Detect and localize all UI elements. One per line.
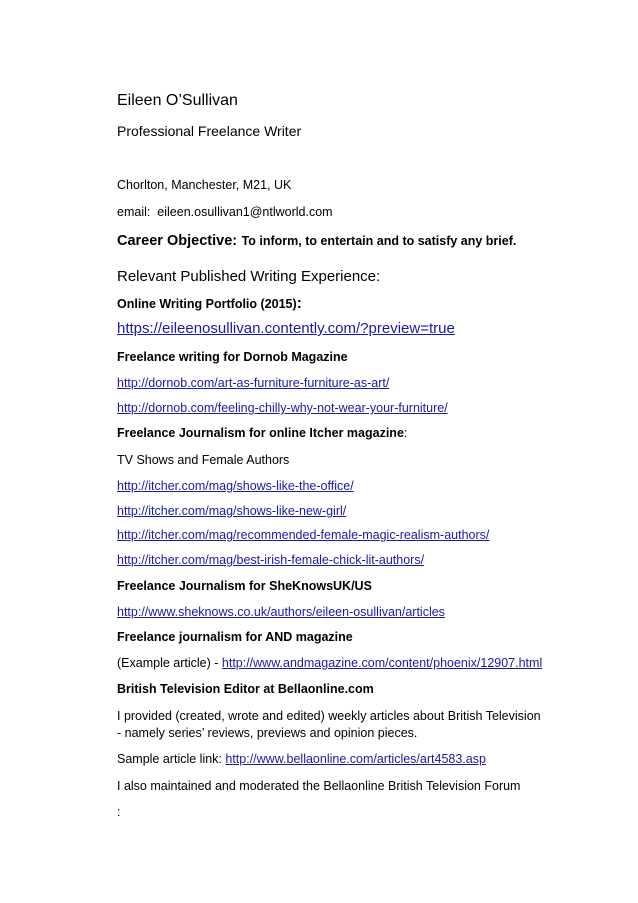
job-title: Professional Freelance Writer — [117, 123, 302, 139]
itcher-heading-colon: : — [403, 426, 408, 440]
career-objective-text: To inform, to entertain and to satisfy any brief. — [241, 234, 517, 248]
itcher-link-2[interactable]: http://itcher.com/mag/shows-like-new-girl/ — [117, 504, 347, 518]
bella-sample-link[interactable]: http://www.bellaonline.com/articles/art4583.asp — [225, 752, 486, 766]
career-objective-label: Career Objective — [117, 233, 233, 249]
location: Chorlton, Manchester, M21, UK — [117, 178, 292, 192]
portfolio-link[interactable]: https://eileenosullivan.contently.com/?preview=true — [117, 320, 455, 337]
itcher-link-3[interactable]: http://itcher.com/mag/recommended-female-magic-realism-authors/ — [117, 528, 490, 542]
andmag-heading: Freelance journalism for AND magazine — [117, 630, 353, 644]
email-line — [117, 205, 333, 219]
trailing-colon: : — [117, 805, 121, 819]
portfolio-colon: : — [296, 295, 302, 312]
email-address: eileen.osullivan1@ntlworld.com — [157, 205, 333, 219]
bella-sample-label: Sample article link: — [117, 752, 226, 766]
bella-desc-line-2: - namely series’ reviews, previews and opinion pieces. — [117, 726, 418, 740]
dornob-heading: Freelance writing for Dornob Magazine — [117, 350, 348, 364]
career-objective — [117, 232, 516, 250]
sheknows-link[interactable]: http://www.sheknows.co.uk/authors/eileen-osullivan/articles — [117, 605, 445, 619]
andmag-link[interactable]: http://www.andmagazine.com/content/phoenix/12907.html — [221, 656, 543, 670]
portfolio-label: Online Writing Portfolio (2015) — [117, 297, 297, 311]
dornob-link-2[interactable]: http://dornob.com/feeling-chilly-why-not-wear-your-furniture/ — [117, 401, 448, 415]
itcher-link-4[interactable]: http://itcher.com/mag/best-irish-female-chick-lit-authors/ — [117, 553, 425, 567]
experience-heading: Relevant Published Writing Experience: — [117, 268, 381, 285]
itcher-heading-text: Freelance Journalism for online Itcher magazine — [117, 426, 404, 440]
sheknows-heading: Freelance Journalism for SheKnowsUK/US — [117, 579, 372, 593]
andmag-example-line — [117, 656, 542, 670]
bella-desc-line-1: I provided (created, wrote and edited) weekly articles about British Television — [117, 709, 541, 723]
itcher-heading — [117, 426, 407, 440]
dornob-link-1[interactable]: http://dornob.com/art-as-furniture-furniture-as-art/ — [117, 376, 390, 390]
bella-heading: British Television Editor at Bellaonline.com — [117, 682, 374, 696]
author-name: Eileen O’Sullivan — [117, 92, 238, 109]
bella-sample-line — [117, 752, 486, 766]
email-label: email: — [117, 205, 151, 219]
andmag-prefix: (Example article) - — [117, 656, 222, 670]
bella-forum-text: I also maintained and moderated the Bellaonline British Television Forum — [117, 779, 521, 793]
itcher-link-1[interactable]: http://itcher.com/mag/shows-like-the-office/ — [117, 479, 354, 493]
portfolio-heading — [117, 295, 302, 313]
career-objective-colon: : — [232, 233, 238, 249]
itcher-subheading: TV Shows and Female Authors — [117, 453, 290, 467]
